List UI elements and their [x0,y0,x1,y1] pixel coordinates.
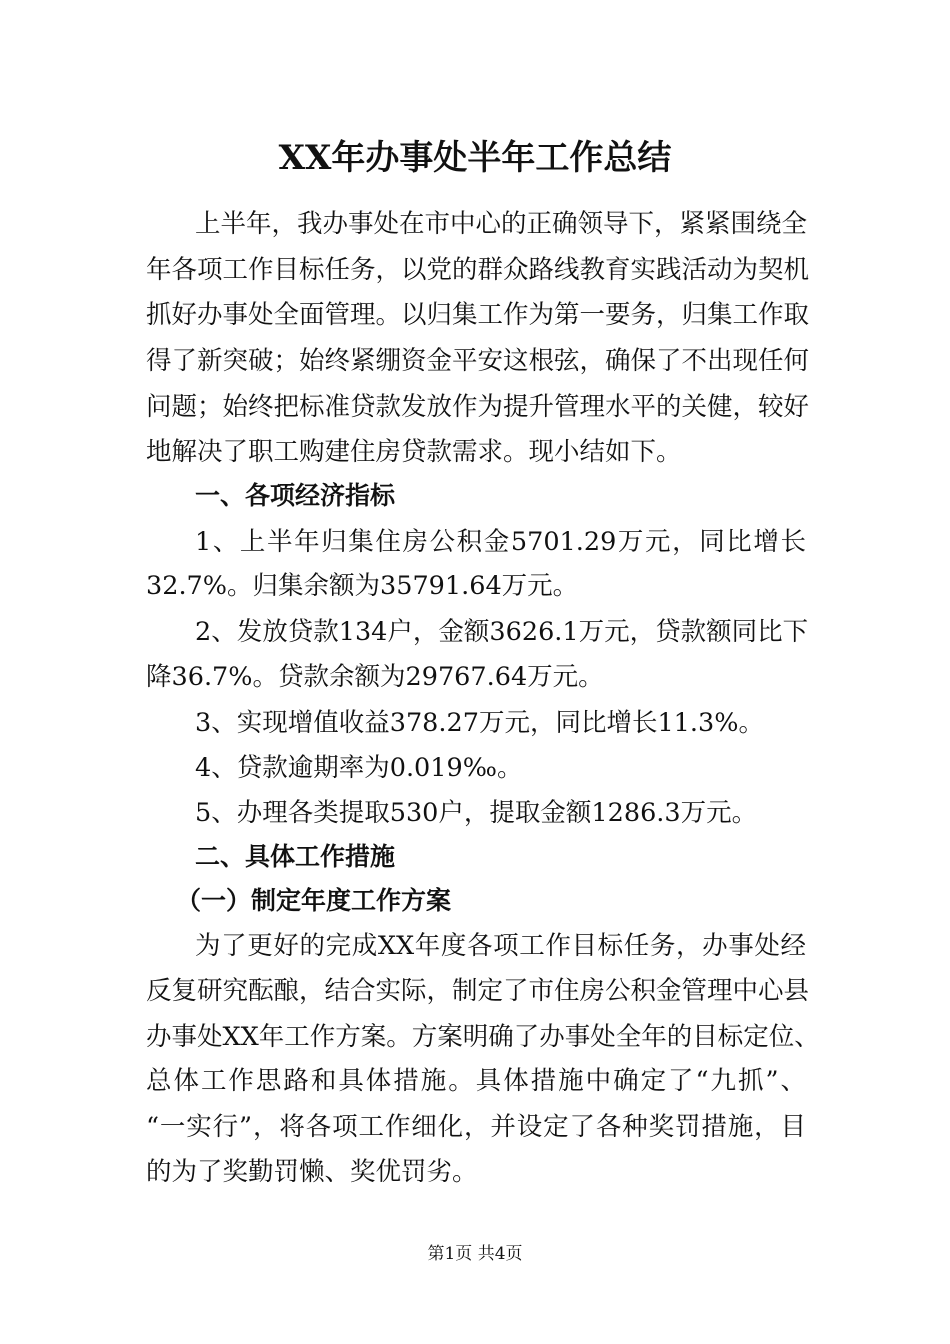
list-item: 1、上半年归集住房公积金5701.29万元，同比增长 [195,527,806,557]
paragraph-line: 反复研究酝酿，结合实际，制定了市住房公积金管理中心县 [146,976,810,1006]
paragraph-line: 地解决了职工购建住房贷款需求。现小结如下。 [146,437,682,467]
list-item: 4、贷款逾期率为0.019‰。 [195,753,523,783]
paragraph-line: 得了新突破；始终紧绷资金平安这根弦，确保了不出现任何 [146,346,810,376]
page-footer: 第1页 共4页 [427,1244,523,1264]
document-title: XX年办事处半年工作总结 [278,138,672,178]
list-item: 2、发放贷款134户，金额3626.1万元，贷款额同比下 [195,617,809,647]
paragraph-line: 问题；始终把标准贷款发放作为提升管理水平的关健，较好 [146,392,810,422]
section-heading: 二、具体工作措施 [195,842,396,871]
paragraph-line: 办事处XX年工作方案。方案明确了办事处全年的目标定位、 [146,1022,820,1052]
list-item-continuation: 降36.7%。贷款余额为29767.64万元。 [146,662,604,692]
list-item: 5、办理各类提取530户，提取金额1286.3万元。 [195,798,758,828]
paragraph-line: 的为了奖勤罚懒、奖优罚劣。 [146,1157,478,1187]
paragraph-line: 抓好办事处全面管理。以归集工作为第一要务，归集工作取 [146,300,810,330]
subsection-heading: （一）制定年度工作方案 [176,886,452,915]
paragraph-line: 上半年，我办事处在市中心的正确领导下，紧紧围绕全 [195,209,808,239]
section-heading: 一、各项经济指标 [195,481,396,510]
list-item: 3、实现增值收益378.27万元，同比增长11.3%。 [195,708,764,738]
list-item-continuation: 32.7%。归集余额为35791.64万元。 [146,571,579,601]
paragraph-line: 为了更好的完成XX年度各项工作目标任务，办事处经 [195,931,806,961]
paragraph-line: 年各项工作目标任务，以党的群众路线教育实践活动为契机 [146,255,810,285]
paragraph-line: “一实行”，将各项工作细化，并设定了各种奖罚措施，目 [146,1112,806,1142]
paragraph-line: 总体工作思路和具体措施。具体措施中确定了“九抓”、 [146,1066,806,1096]
